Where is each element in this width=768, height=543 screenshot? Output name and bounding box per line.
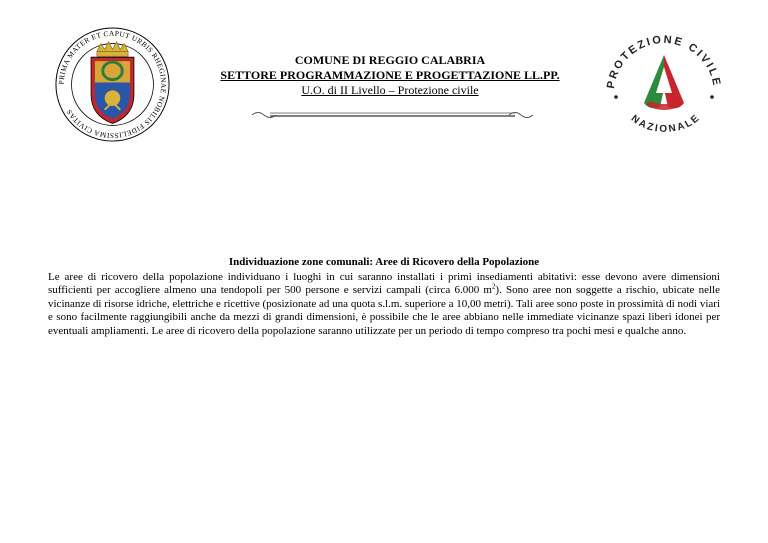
seal-motto: PRIMA MATER ET CAPUT URBIS RHEGINAE NOBILIS FIDELISSIMA CIVITAS <box>56 28 169 141</box>
protezione-civile-logo <box>604 27 724 135</box>
department-name: SETTORE PROGRAMMAZIONE E PROGETTAZIONE LL.PP. <box>220 68 560 82</box>
body-paragraph <box>48 271 720 339</box>
svg-text:NAZIONALE <box>629 112 703 135</box>
pc-top-text: PROTEZIONE CIVILE <box>605 33 723 90</box>
square-meter-superscript: 2 <box>491 282 496 291</box>
document-header <box>195 53 585 98</box>
pc-bottom-text: NAZIONALE <box>628 111 703 135</box>
paragraph-text-part2: ). Sono aree non soggette a rischio, ubicate nelle vicinanze di risorse idriche, elettriche e ricettive (posizionate ad una quota s.l.m. superiore a 10,00 metri). Tali aree sono poste in prossimità di nodi viari e sono facilmente raggiungibili anche da mezzi di grandi dimensioni, è possibile che le aree abbiano nelle immediate vicinanze spazi liberi idonei per eventuali ampliamenti. Le aree di ricovero della popolazione saranno utilizzate per un periodo di tempo compreso tra pochi mesi e qualche anno. <box>48 284 720 337</box>
protezione-civile-icon <box>604 27 724 135</box>
city-seal-logo <box>54 26 171 143</box>
organization-name: COMUNE DI REGGIO CALABRIA <box>294 53 486 67</box>
document-body <box>48 256 720 339</box>
decorative-divider <box>250 108 535 120</box>
city-seal-icon <box>54 26 171 143</box>
paragraph-text-part1: Le aree di ricovero della popolazione individuano i luoghi in cui saranno installati i primi insediamenti abitativi: esse devono avere dimensioni sufficienti per accogliere almeno una tendopoli per 500 persone e servizi campali (circa 6.000 m <box>48 270 720 297</box>
unit-name: U.O. di II Livello – Protezione civile <box>301 83 479 97</box>
section-title: Individuazione zone comunali: Aree di Ricovero della Popolazione <box>228 256 540 268</box>
